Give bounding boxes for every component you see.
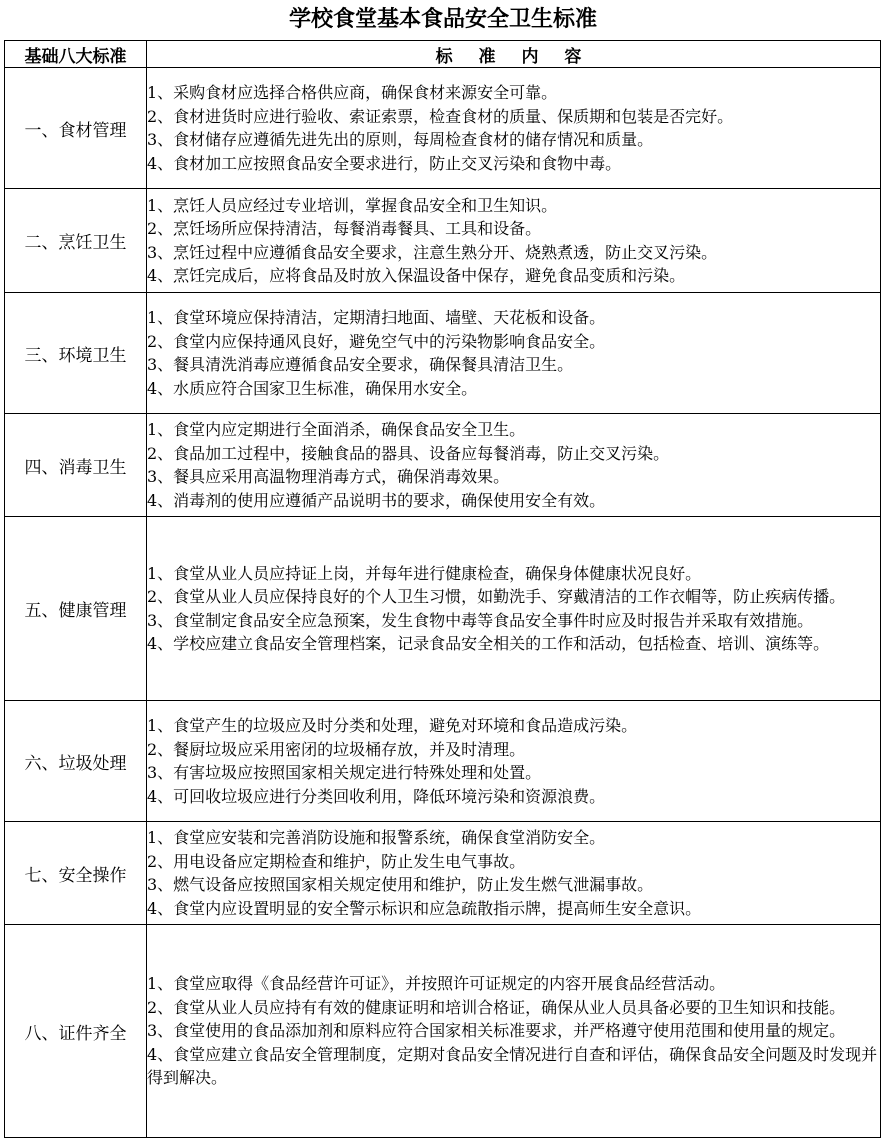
content-cell <box>147 517 881 701</box>
standard-item: 4、食堂内应设置明显的安全警示标识和应急疏散指示牌，提高师生安全意识。 <box>147 898 702 918</box>
standard-item: 1、食堂内应定期进行全面消杀，确保食品安全卫生。 <box>147 420 526 439</box>
table-row <box>5 701 881 822</box>
content-cell <box>147 414 881 517</box>
category-cell: 五、健康管理 <box>5 517 147 701</box>
standard-item: 2、食堂内应保持通风良好，避免空气中的污染物影响食品安全。 <box>147 331 606 351</box>
standards-table <box>4 40 881 1138</box>
standard-item: 2、食材进货时应进行验收、索证索票，检查食材的质量、保质期和包装是否完好。 <box>147 106 734 126</box>
table-row <box>5 517 881 701</box>
standard-item: 4、学校应建立食品安全管理档案，记录食品安全相关的工作和活动，包括检查、培训、演练等。 <box>147 634 830 653</box>
header-content: 标 准 内 容 <box>147 41 881 68</box>
standard-item: 2、烹饪场所应保持清洁，每餐消毒餐具、工具和设备。 <box>147 219 542 238</box>
content-cell <box>147 822 881 925</box>
standard-item: 4、烹饪完成后，应将食品及时放入保温设备中保存，避免食品变质和污染。 <box>147 266 686 285</box>
standard-item: 3、有害垃圾应按照国家相关规定进行特殊处理和处置。 <box>147 763 542 782</box>
category-cell: 六、垃圾处理 <box>5 701 147 822</box>
standard-item: 2、餐厨垃圾应采用密闭的垃圾桶存放，并及时清理。 <box>147 739 526 759</box>
header-row <box>5 41 881 68</box>
standard-item: 4、消毒剂的使用应遵循产品说明书的要求，确保使用安全有效。 <box>147 490 606 510</box>
content-cell <box>147 68 881 189</box>
standard-item: 4、水质应符合国家卫生标准，确保用水安全。 <box>147 378 478 398</box>
content-cell <box>147 189 881 293</box>
category-cell: 四、消毒卫生 <box>5 414 147 517</box>
category-cell: 三、环境卫生 <box>5 293 147 414</box>
standard-item: 1、食堂环境应保持清洁，定期清扫地面、墙壁、天花板和设备。 <box>147 308 606 327</box>
table-row <box>5 414 881 517</box>
standard-item: 4、食材加工应按照食品安全要求进行，防止交叉污染和食物中毒。 <box>147 153 622 173</box>
category-cell: 二、烹饪卫生 <box>5 189 147 293</box>
standard-item: 2、用电设备应定期检查和维护，防止发生电气事故。 <box>147 851 526 871</box>
table-row <box>5 822 881 925</box>
standard-item: 1、食堂应安装和完善消防设施和报警系统，确保食堂消防安全。 <box>147 828 606 847</box>
table-row <box>5 293 881 414</box>
header-category: 基础八大标准 <box>5 41 147 68</box>
category-cell: 一、食材管理 <box>5 68 147 189</box>
standard-item: 3、食堂制定食品安全应急预案，发生食物中毒等食品安全事件时应及时报告并采取有效措施。 <box>147 610 814 630</box>
standard-item: 1、食堂产生的垃圾应及时分类和处理，避免对环境和食品造成污染。 <box>147 716 638 735</box>
standard-item: 3、食堂使用的食品添加剂和原料应符合国家相关标准要求，并严格遵守使用范围和使用量的规定。 <box>147 1021 846 1041</box>
standard-item: 2、食品加工过程中，接触食品的器具、设备应每餐消毒，防止交叉污染。 <box>147 443 670 463</box>
standard-item: 1、采购食材应选择合格供应商，确保食材来源安全可靠。 <box>147 83 558 102</box>
standard-item: 1、烹饪人员应经过专业培训，掌握食品安全和卫生知识。 <box>147 195 558 215</box>
content-cell <box>147 701 881 822</box>
table-row <box>5 189 881 293</box>
category-cell: 七、安全操作 <box>5 822 147 925</box>
standard-item: 3、烹饪过程中应遵循食品安全要求，注意生熟分开、烧熟煮透，防止交叉污染。 <box>147 242 718 262</box>
content-cell <box>147 293 881 414</box>
content-cell <box>147 925 881 1138</box>
standard-item: 4、食堂应建立食品安全管理制度，定期对食品安全情况进行自查和评估，确保食品安全问题及时发现并得到解决。 <box>147 1044 878 1088</box>
standard-item: 3、餐具清洗消毒应遵循食品安全要求，确保餐具清洁卫生。 <box>147 355 574 374</box>
standard-item: 4、可回收垃圾应进行分类回收利用，降低环境污染和资源浪费。 <box>147 786 606 806</box>
standard-item: 3、燃气设备应按照国家相关规定使用和维护，防止发生燃气泄漏事故。 <box>147 875 654 894</box>
standard-item: 2、食堂从业人员应保持良好的个人卫生习惯，如勤洗手、穿戴清洁的工作衣帽等，防止疾病传播。 <box>147 587 846 606</box>
category-cell: 八、证件齐全 <box>5 925 147 1138</box>
table-row <box>5 925 881 1138</box>
table-row <box>5 68 881 189</box>
standard-item: 3、食材储存应遵循先进先出的原则，每周检查食材的储存情况和质量。 <box>147 130 654 149</box>
standard-item: 1、食堂应取得《食品经营许可证》，并按照许可证规定的内容开展食品经营活动。 <box>147 974 726 994</box>
document-title: 学校食堂基本食品安全卫生标准 <box>288 7 597 32</box>
standard-item: 3、餐具应采用高温物理消毒方式，确保消毒效果。 <box>147 467 510 486</box>
standard-item: 2、食堂从业人员应持有有效的健康证明和培训合格证，确保从业人员具备必要的卫生知识和技能。 <box>147 997 846 1017</box>
standard-item: 1、食堂从业人员应持证上岗，并每年进行健康检查，确保身体健康状况良好。 <box>147 563 702 583</box>
